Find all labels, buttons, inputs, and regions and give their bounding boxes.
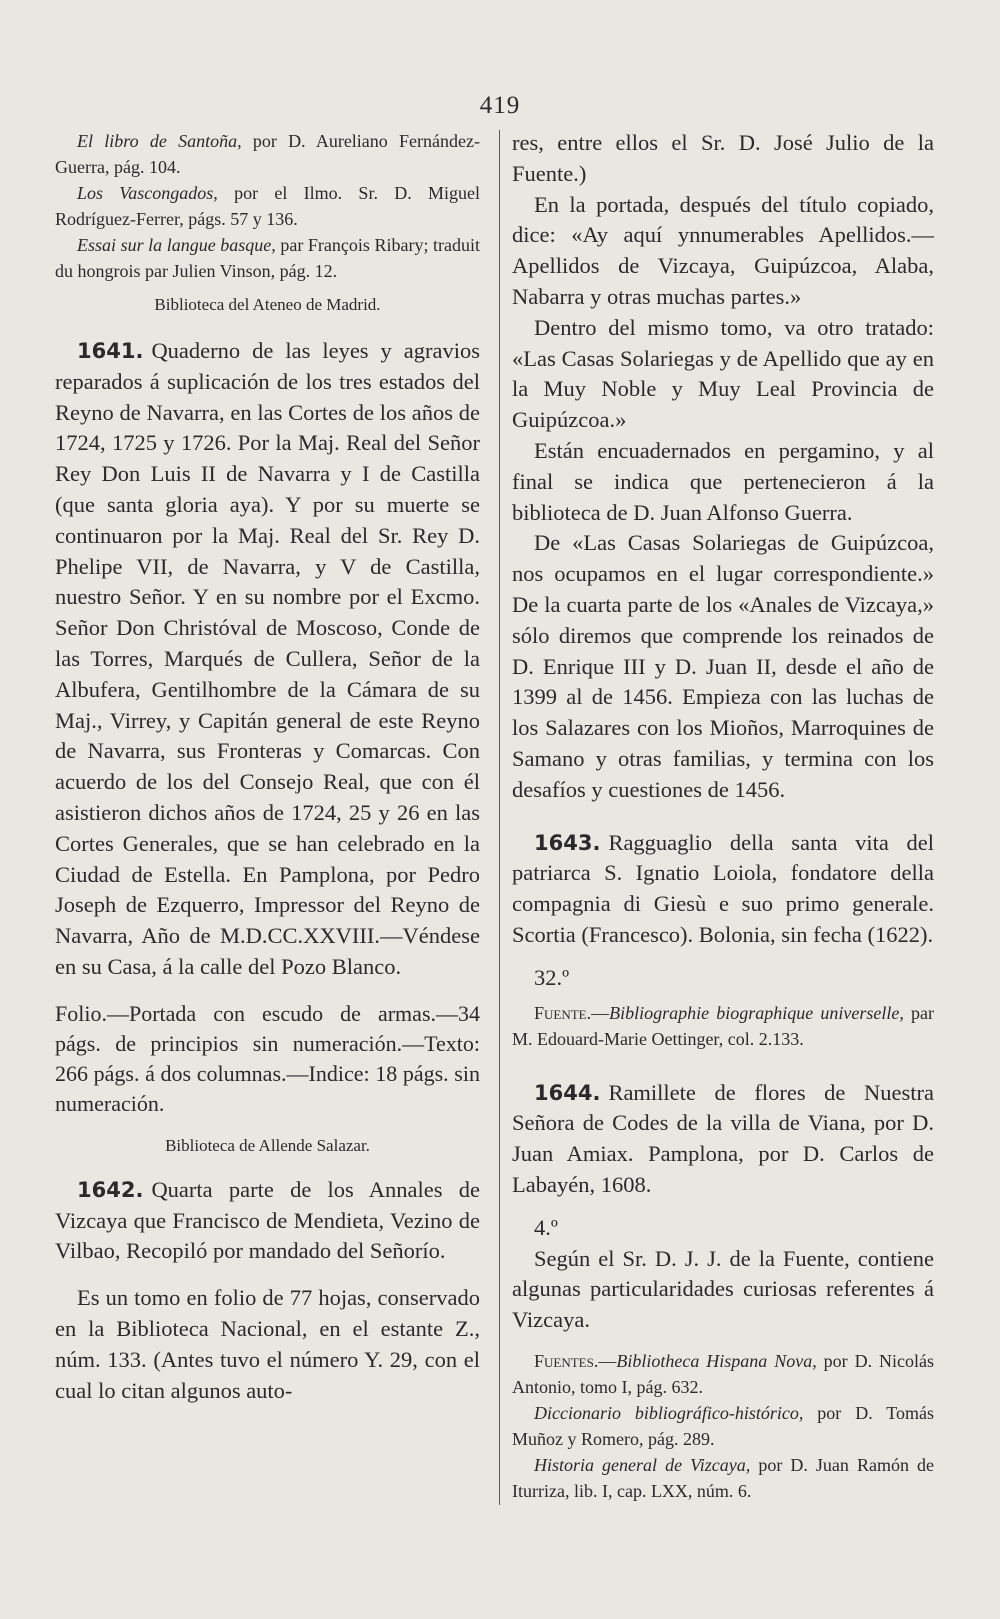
- entry-1643-source: Fuente.—Bibliographie biographique universelle, par M. Edouard-Marie Oettinger, col. 2.133.: [512, 1002, 934, 1049]
- entry-1642-continued: res, entre ellos el Sr. D. José Julio de la Fuente.): [512, 130, 934, 186]
- entry-1644-source: Diccionario bibliográfico-histórico, por D. Tomás Muñoz y Romero, pág. 289.: [512, 1402, 934, 1449]
- entry-number: 1641.: [77, 339, 144, 363]
- column-divider: [499, 130, 500, 1505]
- entry-1643-format: 32.º: [534, 964, 570, 990]
- paragraph: Dentro del mismo tomo, va otro tratado: «Las Casas Solariegas y de Apellido que ay en la Muy Noble y Muy Leal Provincia de Guipúzcoa.»: [512, 314, 934, 433]
- entry-1641: [55, 336, 480, 983]
- entry-1644: [512, 1078, 934, 1201]
- reference-item: Essai sur la langue basque, par François Ribary; traduit du hongrois par Julien Vinson, pág. 12.: [55, 235, 480, 281]
- entry-number: 1644.: [534, 1080, 601, 1105]
- entry-1644-note: Según el Sr. D. J. J. de la Fuente, contiene algunas particularidades curiosas referentes á Vizcaya.: [512, 1245, 934, 1333]
- paragraph: En la portada, después del título copiado, dice: «Ay aquí ynnumerables Apellidos.—Apellidos de Vizcaya, Guipúzcoa, Alaba, Nabarra y otras muchas partes.»: [512, 191, 934, 309]
- entry-1642-description: Es un tomo en folio de 77 hojas, conservado en la Biblioteca Nacional, en el estante Z., núm. 133. (Antes tuvo el número Y. 29, con el cual lo citan algunos auto-: [55, 1285, 480, 1403]
- paragraph: Están encuadernados en pergamino, y al final se indica que pertenecieron á la biblioteca de D. Juan Alfonso Guerra.: [512, 437, 934, 525]
- right-column: [512, 128, 934, 1504]
- library-note: Biblioteca del Ateneo de Madrid.: [154, 295, 381, 314]
- entry-1644-format: 4.º: [534, 1214, 558, 1240]
- paragraph: De «Las Casas Solariegas de Guipúzcoa, nos ocupamos en el lugar correspondiente.» De la cuarta parte de los «Anales de Vizcaya,» sólo diremos que comprende los reinados de D. Enrique III y D. Juan II, desde el año de 1399 al de 1456. Empieza con las luchas de los Salazares con los Mioños, Marroquines de Samano y otras familias, y termina con los desafíos y cuestiones de 1456.: [512, 530, 934, 802]
- entry-1643: [512, 828, 934, 951]
- reference-item: Los Vascongados, por el Ilmo. Sr. D. Miguel Rodríguez-Ferrer, págs. 57 y 136.: [55, 183, 481, 229]
- page-number: 419: [479, 92, 521, 119]
- entry-number: 1642.: [77, 1177, 144, 1202]
- entry-1644-source: Fuentes.—Bibliotheca Hispana Nova, por D. Nicolás Antonio, tomo I, pág. 632.: [512, 1350, 934, 1397]
- entry-number: 1643.: [534, 830, 601, 855]
- entry-text: Ramillete de flores de Nuestra Señora de Codes de la villa de Viana, por D. Juan Amiax. Pamplona, por D. Carlos de Labayén, 1608.: [512, 1079, 934, 1197]
- entry-1641-format: Folio.—Portada con escudo de armas.—34 págs. de principios sin numeración.—Texto: 266 págs. á dos columnas.—Indice: 18 págs. sin numeración.: [55, 1000, 480, 1116]
- left-column: [55, 128, 480, 1406]
- entry-text: Ragguaglio della santa vita del patriarca S. Ignatio Loiola, fondatore della compagnia di Giesù e suo primo generale. Scortia (Francesco). Bolonia, sin fecha (1622).: [512, 829, 934, 947]
- entry-text: Quaderno de las leyes y agravios reparados á suplicación de los tres estados del Reyno de Navarra, en las Cortes de los años de 1724, 1725 y 1726. Por la Maj. Real del Señor Rey Don Luis II de Navarra y I de Castilla (que santa gloria aya). Y por su muerte se continuaron por la Maj. Real del Sr. Rey D. Phelipe VII, de Navarra, y V de Castilla, nuestro Señor. Y en su nombre por el Excmo. Señor Don Christóval de Moscoso, Conde de las Torres, Marqués de Cullera, Señor de la Albufera, Gentilhombre de la Cámara de su Maj., Virrey, y Capitán general de este Reyno de Navarra, sus Fronteras y Comarcas. Con acuerdo de los del Consejo Real, que con él asistieron dichos años de 1724, 25 y 26 en las Cortes Generales, que se han celebrado en la Ciudad de Estella. En Pamplona, por Pedro Joseph de Ezquerro, Impressor del Reyno de Navarra, Año de M.D.CC.XXVIII.—Véndese en su Casa, á la calle del Pozo Blanco.: [55, 338, 480, 979]
- library-note: Biblioteca de Allende Salazar.: [165, 1135, 370, 1155]
- entry-text: Quarta parte de los Annales de Vizcaya que Francisco de Mendieta, Vezino de Vilbao, Recopiló por mandado del Señorío.: [55, 1176, 480, 1264]
- entry-1642: [55, 1175, 480, 1267]
- entry-1644-source: Historia general de Vizcaya, por D. Juan Ramón de Iturriza, lib. I, cap. LXX, núm. 6.: [512, 1454, 934, 1501]
- reference-item: El libro de Santoña, por D. Aureliano Fernández-Guerra, pág. 104.: [55, 131, 480, 177]
